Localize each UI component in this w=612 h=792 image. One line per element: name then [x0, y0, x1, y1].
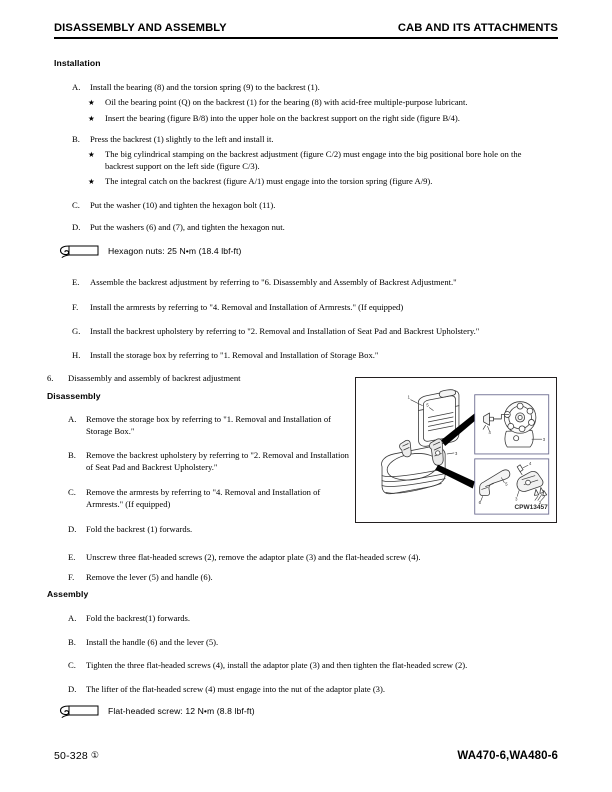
item-marker: C. [68, 487, 76, 497]
list-item [68, 450, 354, 473]
item-marker: C. [68, 660, 76, 670]
item-text: Remove the backrest upholstery by referring to "2. Removal and Installation of Seat Pad and Backrest Upholstery." [86, 450, 349, 472]
item-marker: B. [68, 450, 76, 460]
list-item [68, 660, 558, 672]
page-footer [54, 750, 558, 762]
figure-id-label: CPW13457 [514, 504, 548, 512]
item-text: Oil the bearing point (Q) on the backrest (1) for the bearing (8) with acid-free multiple-purpose lubricant. [105, 97, 468, 107]
list-item [68, 637, 368, 649]
item-text: Fold the backrest(1) forwards. [86, 613, 191, 623]
page-number [54, 750, 99, 762]
header-section-title: DISASSEMBLY AND ASSEMBLY [54, 22, 227, 34]
item-text: Remove the armrests by referring to "4. Removal and Installation of Armrests." (If equipped) [86, 487, 321, 509]
section-6-title [47, 373, 377, 385]
item-text: Put the washers (6) and (7), and tighten the hexagon nut. [90, 222, 285, 232]
list-item [88, 97, 558, 109]
item-text: Install the backrest upholstery by referring to "2. Removal and Installation of Seat Pad and Backrest Upholstery." [90, 326, 480, 336]
item-marker: D. [68, 524, 77, 534]
star-bullet-icon: ★ [88, 114, 95, 123]
disassembly-heading: Disassembly [47, 391, 101, 401]
item-marker: C. [72, 200, 80, 210]
list-item [72, 200, 542, 212]
list-item [68, 684, 538, 696]
item-marker: G. [72, 326, 81, 336]
star-bullet-icon: ★ [88, 177, 95, 186]
item-marker: F. [68, 572, 75, 582]
figure-callout-3a: 3 [542, 437, 546, 443]
item-text: Insert the bearing (figure B/8) into the upper hole on the backrest support on the right side (figure B/4). [105, 113, 460, 123]
list-item [68, 572, 368, 584]
list-item [72, 326, 552, 338]
item-marker: D. [72, 222, 81, 232]
item-marker: F. [72, 302, 79, 312]
item-text: Install the bearing (8) and the torsion spring (9) to the backrest (1). [90, 82, 320, 92]
installation-heading: Installation [54, 58, 101, 68]
list-item [68, 552, 548, 564]
list-item [72, 302, 542, 314]
item-marker: E. [72, 277, 80, 287]
torque-spec-label: Hexagon nuts: 25 N•m (18.4 lbf-ft) [108, 245, 242, 256]
item-text: Put the washer (10) and tighten the hexagon bolt (11). [90, 200, 276, 210]
item-text: Remove the lever (5) and handle (6). [86, 572, 213, 582]
torque-spec-label: Flat-headed screw: 12 N•m (8.8 lbf-ft) [108, 705, 255, 716]
assembly-heading: Assembly [47, 589, 89, 599]
figure-callout-5b: 5 [505, 481, 508, 487]
item-text: Press the backrest (1) slightly to the left and install it. [90, 134, 274, 144]
item-text: The lifter of the flat-headed screw (4) must engage into the nut of the adaptor plate (3). [86, 684, 385, 694]
list-item [88, 149, 550, 172]
list-item [68, 524, 368, 536]
figure-callout-3b: 3 [515, 496, 518, 502]
torque-spec-callout [58, 243, 241, 258]
list-item [68, 613, 368, 625]
item-text: Tighten the three flat-headed screws (4), install the adaptor plate (3) and then tighten the flat-headed screw (2). [86, 660, 468, 670]
item-text: Install the armrests by referring to "4. Removal and Installation of Armrests." (If equipped) [90, 302, 404, 312]
item-marker: E. [68, 552, 76, 562]
page-number-text: 50-328 [54, 750, 88, 762]
item-marker: D. [68, 684, 77, 694]
model-numbers: WA470-6,WA480-6 [457, 750, 558, 762]
page-header [54, 22, 558, 39]
item-marker: B. [68, 637, 76, 647]
figure-callout-3: 3 [455, 450, 458, 456]
torque-wrench-icon [58, 703, 100, 718]
item-text: Assemble the backrest adjustment by referring to "6. Disassembly and Assembly of Backrest Adjustment." [90, 277, 457, 287]
figure-callout-4b: 4 [528, 460, 532, 466]
list-item [88, 176, 558, 188]
torque-wrench-icon [58, 243, 100, 258]
technical-illustration [355, 377, 557, 523]
star-bullet-icon: ★ [88, 98, 95, 107]
item-text: Unscrew three flat-headed screws (2), remove the adaptor plate (3) and the flat-headed screw (4). [86, 552, 421, 562]
item-text: The integral catch on the backrest (figure A/1) must engage into the torsion spring (figure A/9). [105, 176, 433, 186]
list-item [88, 113, 558, 125]
figure-callout-4a: 4 [488, 430, 491, 436]
star-bullet-icon: ★ [88, 150, 95, 159]
item-marker: A. [68, 613, 77, 623]
item-marker: H. [72, 350, 81, 360]
figure-callout-5: 5 [426, 402, 429, 408]
header-chapter-title: CAB AND ITS ATTACHMENTS [397, 22, 558, 34]
item-text: Remove the storage box by referring to "1. Removal and Installation of Storage Box." [86, 414, 332, 436]
item-text: Install the handle (6) and the lever (5). [86, 637, 219, 647]
list-item [72, 350, 542, 362]
item-text: The big cylindrical stamping on the backrest adjustment (figure C/2) must engage into the big positional bore hole on the backrest support on the left side (figure C/3). [105, 149, 522, 171]
figure-callout-6b: 6 [478, 500, 481, 506]
figure-callout-1: 1 [407, 394, 410, 400]
page-revision-mark: ① [90, 750, 100, 760]
item-marker: A. [68, 414, 77, 424]
list-item [68, 487, 343, 510]
list-item [68, 414, 343, 437]
item-text: Fold the backrest (1) forwards. [86, 524, 193, 534]
item-marker: B. [72, 134, 80, 144]
section-title-text: Disassembly and assembly of backrest adjustment [68, 373, 241, 383]
list-item [72, 82, 542, 94]
list-item [72, 134, 542, 146]
item-text: Install the storage box by referring to "1. Removal and Installation of Storage Box." [90, 350, 379, 360]
item-marker: A. [72, 82, 81, 92]
torque-spec-callout [58, 703, 255, 718]
list-item [72, 222, 542, 234]
section-marker: 6. [47, 373, 54, 383]
figure-callout-2b: 2 [538, 500, 542, 506]
list-item [72, 277, 542, 289]
